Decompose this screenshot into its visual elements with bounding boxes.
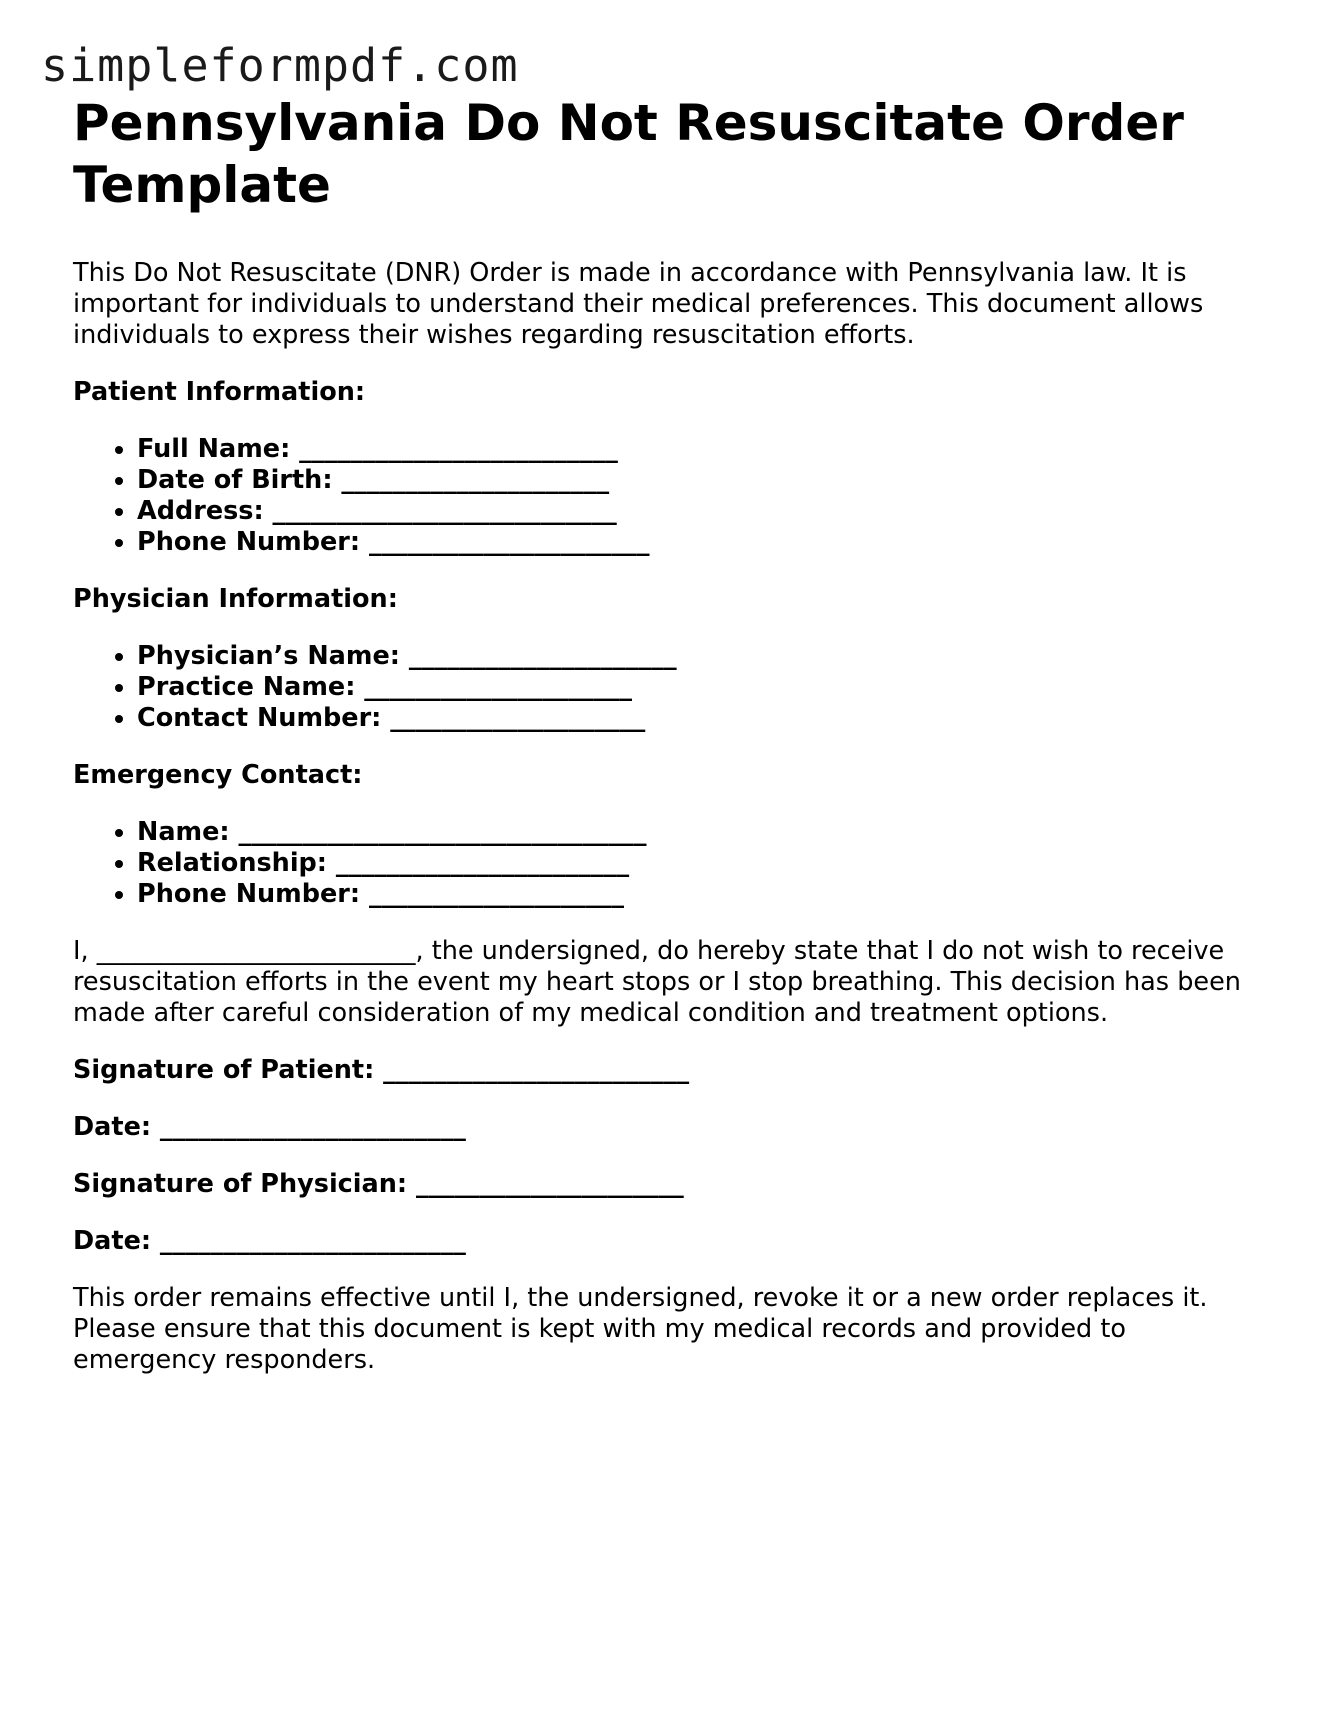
page-title: Pennsylvania Do Not Resuscitate Order Template <box>73 94 1184 214</box>
physician-name-field[interactable]: • Physician’s Name: _____________________ <box>137 641 1253 672</box>
declaration-paragraph[interactable]: I, _________________________, the undersigned, do hereby state that I do not wish to receive resuscitation efforts in the event my heart stops or I stop breathing. This decision has been made after careful consideration of my medical condition and treatment options. <box>73 936 1241 1028</box>
patient-date-line[interactable]: Date: ________________________ <box>73 1112 466 1142</box>
physician-contact-field[interactable]: • Contact Number: ____________________ <box>137 703 1253 734</box>
physician-date-line[interactable]: Date: ________________________ <box>73 1226 466 1256</box>
patient-info-heading: Patient Information: <box>73 377 366 407</box>
emergency-relationship-field[interactable]: • Relationship: _______________________ <box>137 848 1253 879</box>
emergency-phone-field[interactable]: • Phone Number: ____________________ <box>137 879 1253 910</box>
patient-full-name-field[interactable]: • Full Name: _________________________ <box>137 434 1253 465</box>
patient-phone-field[interactable]: • Phone Number: ______________________ <box>137 527 1253 558</box>
site-watermark: simpleformpdf.com <box>41 39 519 92</box>
practice-name-field[interactable]: • Practice Name: _____________________ <box>137 672 1253 703</box>
patient-dob-field[interactable]: • Date of Birth: _____________________ <box>137 465 1253 496</box>
patient-info-list <box>73 434 1253 558</box>
document-body <box>73 92 1253 1376</box>
patient-signature-line[interactable]: Signature of Patient: ________________________ <box>73 1055 690 1085</box>
emergency-contact-heading: Emergency Contact: <box>73 760 363 790</box>
physician-signature-line[interactable]: Signature of Physician: _____________________ <box>73 1169 684 1199</box>
intro-paragraph: This Do Not Resuscitate (DNR) Order is made in accordance with Pennsylvania law. It is important for individuals to understand their medical preferences. This document allows individuals to express their wishes regarding resuscitation efforts. <box>73 258 1204 350</box>
physician-info-heading: Physician Information: <box>73 584 398 614</box>
emergency-contact-list <box>73 817 1253 910</box>
emergency-name-field[interactable]: • Name: ________________________________ <box>137 817 1253 848</box>
closing-paragraph: This order remains effective until I, the undersigned, revoke it or a new order replaces it. Please ensure that this document is kept with my medical records and provided to emergency responders. <box>73 1283 1208 1375</box>
patient-address-field[interactable]: • Address: ___________________________ <box>137 496 1253 527</box>
physician-info-list <box>73 641 1253 734</box>
